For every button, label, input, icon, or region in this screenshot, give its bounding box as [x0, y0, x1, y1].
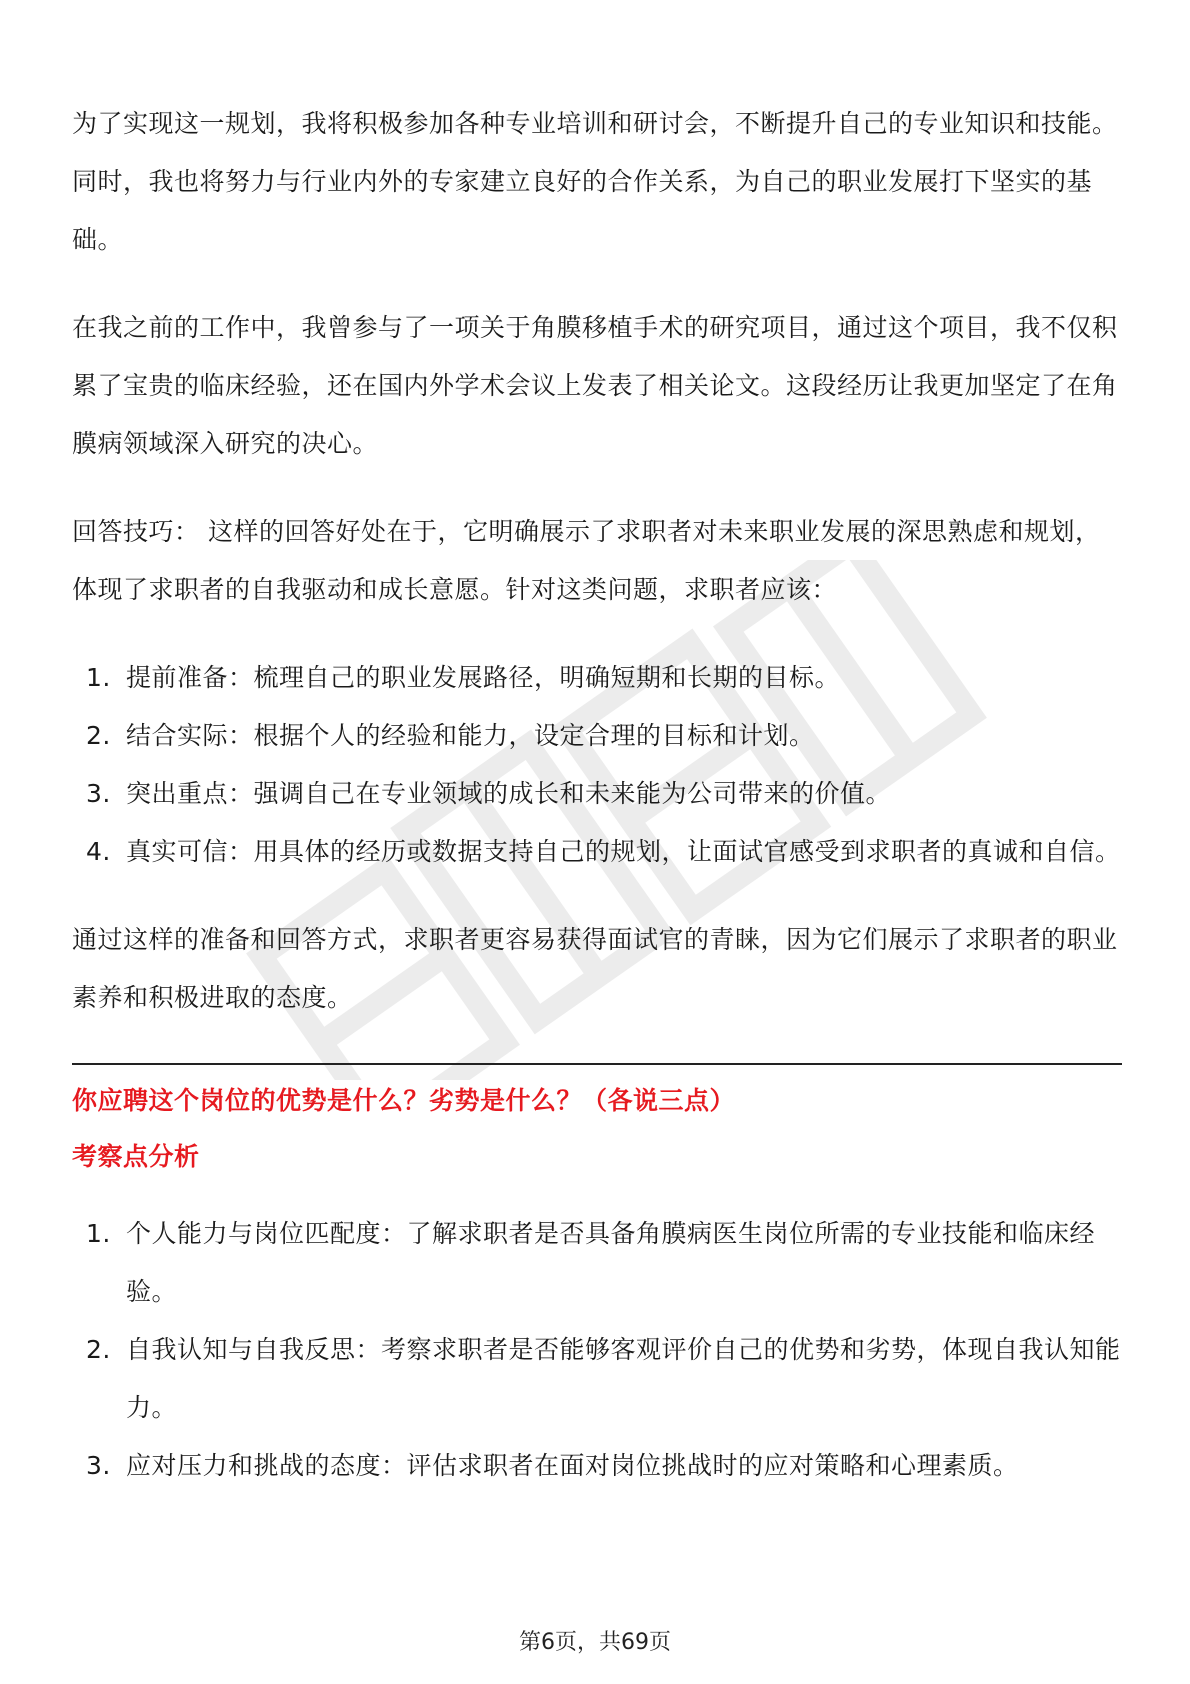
- paragraph-closing: 通过这样的准备和回答方式，求职者更容易获得面试官的青睐，因为它们展示了求职者的职业素养和积极进取的态度。: [72, 925, 1118, 1012]
- paragraph-answer-tips-intro: 回答技巧： 这样的回答好处在于，它明确展示了求职者对未来职业发展的深思熟虑和规划，体现了求职者的自我驱动和成长意愿。针对这类问题，求职者应该：: [72, 517, 1101, 604]
- list-item-text: 结合实际：根据个人的经验和能力，设定合理的目标和计划。: [126, 721, 815, 750]
- analysis-list: [72, 1205, 1122, 1495]
- list-item: [72, 1321, 1122, 1437]
- list-number: 4.: [86, 837, 111, 866]
- list-item-text: 真实可信：用具体的经历或数据支持自己的规划，让面试官感受到求职者的真诚和自信。: [126, 837, 1121, 866]
- list-number: 1.: [86, 1219, 111, 1248]
- list-number: 3.: [86, 1451, 111, 1480]
- list-number: 1.: [86, 663, 111, 692]
- list-item-text: 提前准备：梳理自己的职业发展路径，明确短期和长期的目标。: [126, 663, 841, 692]
- analysis-heading: 考察点分析: [72, 1142, 200, 1171]
- list-item: [72, 765, 1122, 823]
- list-item-text: 自我认知与自我反思：考察求职者是否能够客观评价自己的优势和劣势，体现自我认知能力。: [126, 1335, 1121, 1422]
- list-item-text: 个人能力与岗位匹配度：了解求职者是否具备角膜病医生岗位所需的专业技能和临床经验。: [126, 1219, 1096, 1306]
- document-page: [72, 95, 1122, 1525]
- list-item: [72, 1205, 1122, 1321]
- list-item: [72, 1437, 1122, 1495]
- paragraph-plan-implementation: 为了实现这一规划，我将积极参加各种专业培训和研讨会，不断提升自己的专业知识和技能。同时，我也将努力与行业内外的专家建立良好的合作关系，为自己的职业发展打下坚实的基础。: [72, 109, 1118, 254]
- question-heading: 你应聘这个岗位的优势是什么？劣势是什么？（各说三点）: [72, 1086, 736, 1115]
- page-footer: 第6页，共69页: [519, 1630, 671, 1655]
- list-item-text: 突出重点：强调自己在专业领域的成长和未来能为公司带来的价值。: [126, 779, 892, 808]
- list-number: 3.: [86, 779, 111, 808]
- list-number: 2.: [86, 1335, 111, 1364]
- list-item-text: 应对压力和挑战的态度：评估求职者在面对岗位挑战时的应对策略和心理素质。: [126, 1451, 1019, 1480]
- list-item: [72, 649, 1122, 707]
- tips-list: [72, 649, 1122, 881]
- list-item: [72, 707, 1122, 765]
- section-divider: [72, 1063, 1122, 1065]
- paragraph-past-experience: 在我之前的工作中，我曾参与了一项关于角膜移植手术的研究项目，通过这个项目，我不仅积累了宝贵的临床经验，还在国内外学术会议上发表了相关论文。这段经历让我更加坚定了在角膜病领域深入研究的决心。: [72, 313, 1118, 458]
- list-number: 2.: [86, 721, 111, 750]
- list-item: [72, 823, 1122, 881]
